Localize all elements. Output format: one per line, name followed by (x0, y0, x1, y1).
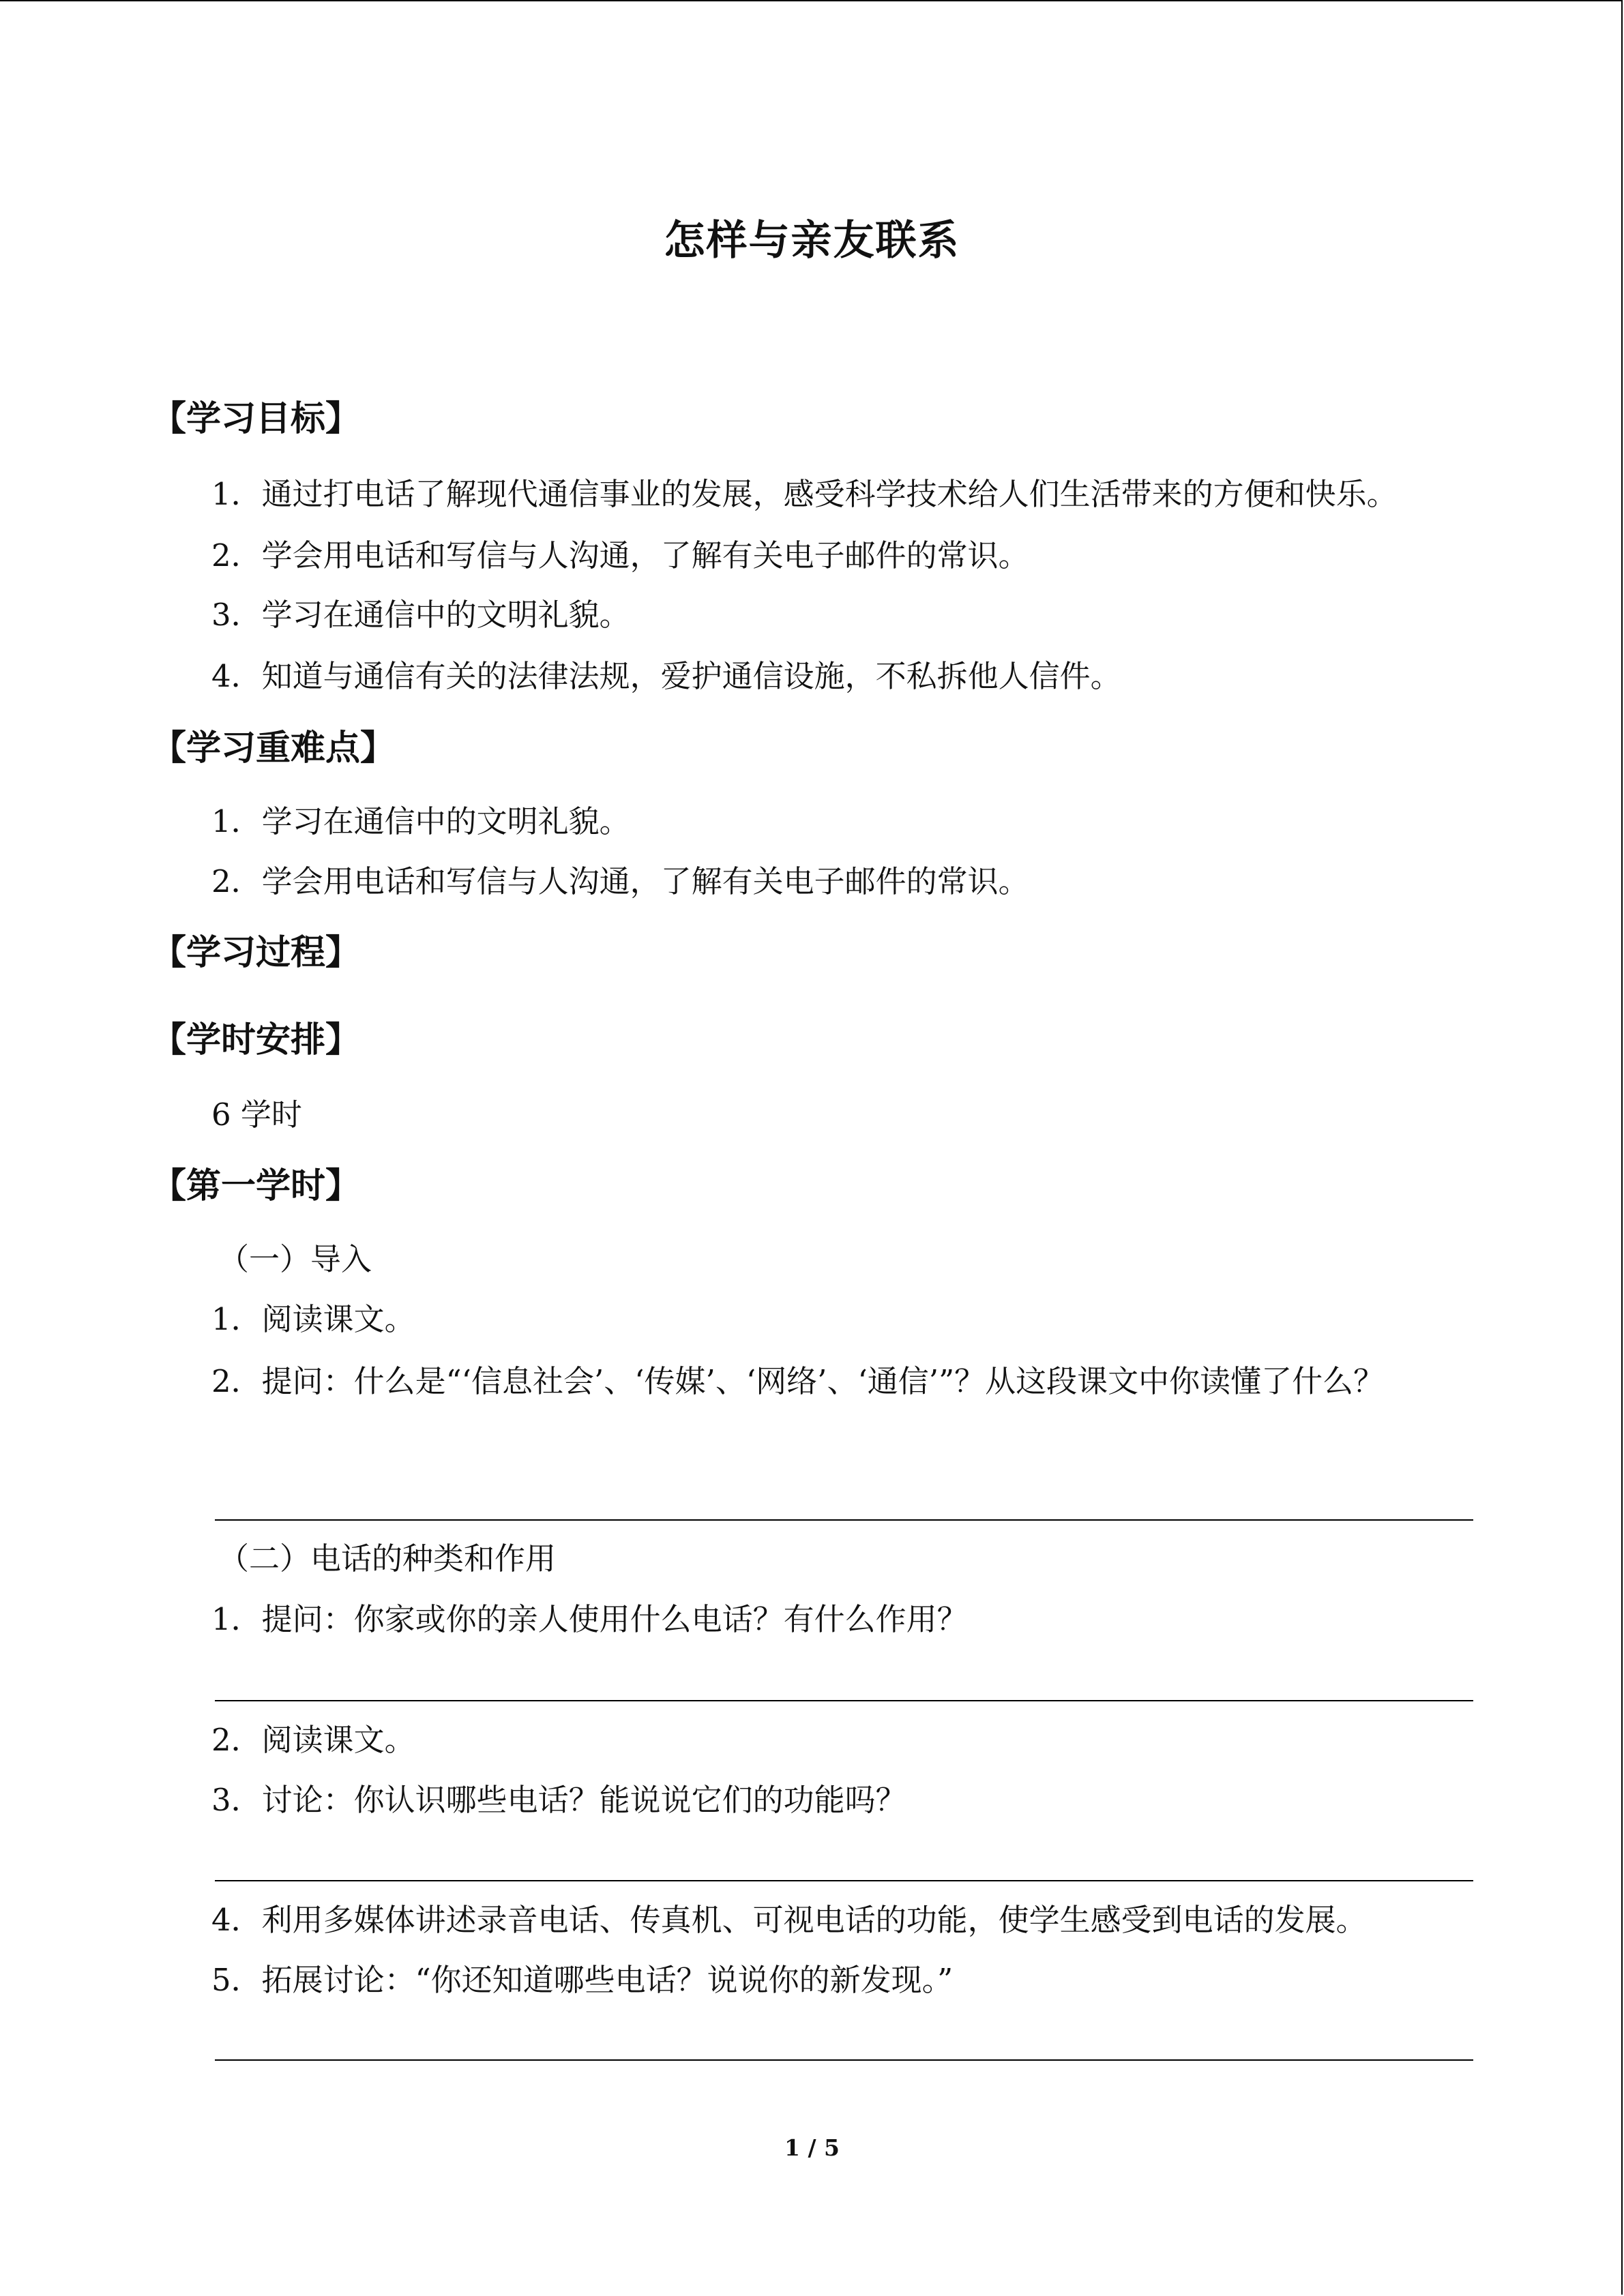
part2-item-4: 4．利用多媒体讲述录音电话、传真机、可视电话的功能，使学生感受到电话的发展。 (211, 1902, 1367, 1938)
answer-line (215, 1700, 1473, 1701)
page-number: 1 / 5 (784, 2134, 840, 2161)
goal-item-4: 4．知道与通信有关的法律法规，爱护通信设施，不私拆他人信件。 (211, 658, 1121, 694)
heading-learning-goals: 【学习目标】 (151, 399, 361, 439)
part2-item-2: 2．阅读课文。 (211, 1722, 415, 1758)
part2-item-3: 3．讨论：你认识哪些电话？能说说它们的功能吗？ (211, 1782, 906, 1818)
goal-item-1: 1．通过打电话了解现代通信事业的发展，感受科学技术给人们生活带来的方便和快乐。 (211, 476, 1398, 512)
answer-line (215, 1519, 1473, 1521)
goal-item-3: 3．学习在通信中的文明礼貌。 (211, 597, 630, 633)
part2-title: （二）电话的种类和作用 (218, 1540, 557, 1577)
answer-line (215, 2059, 1473, 2061)
schedule-text: 6 学时 (211, 1097, 302, 1133)
document-title: 怎样与亲友联系 (664, 217, 960, 265)
part1-title: （一）导入 (218, 1241, 372, 1277)
part2-item-5: 5．拓展讨论：“你还知道哪些电话？说说你的新发现。” (211, 1962, 954, 1998)
heading-lesson-1: 【第一学时】 (151, 1166, 361, 1206)
heading-key-points: 【学习重难点】 (151, 728, 396, 769)
part2-item-1: 1．提问：你家或你的亲人使用什么电话？有什么作用？ (211, 1601, 968, 1637)
goal-item-2: 2．学会用电话和写信与人沟通，了解有关电子邮件的常识。 (211, 537, 1029, 573)
part1-item-1: 1．阅读课文。 (211, 1301, 415, 1337)
heading-schedule: 【学时安排】 (151, 1020, 361, 1060)
key-point-item-1: 1．学习在通信中的文明礼貌。 (211, 803, 630, 839)
part1-item-2: 2．提问：什么是“‘信息社会’、‘传媒’、‘网络’、‘通信’”？从这段课文中你读懂了什么？ (211, 1363, 1385, 1399)
key-point-item-2: 2．学会用电话和写信与人沟通，了解有关电子邮件的常识。 (211, 863, 1029, 899)
heading-learning-process: 【学习过程】 (151, 933, 361, 973)
answer-line (215, 1880, 1473, 1881)
